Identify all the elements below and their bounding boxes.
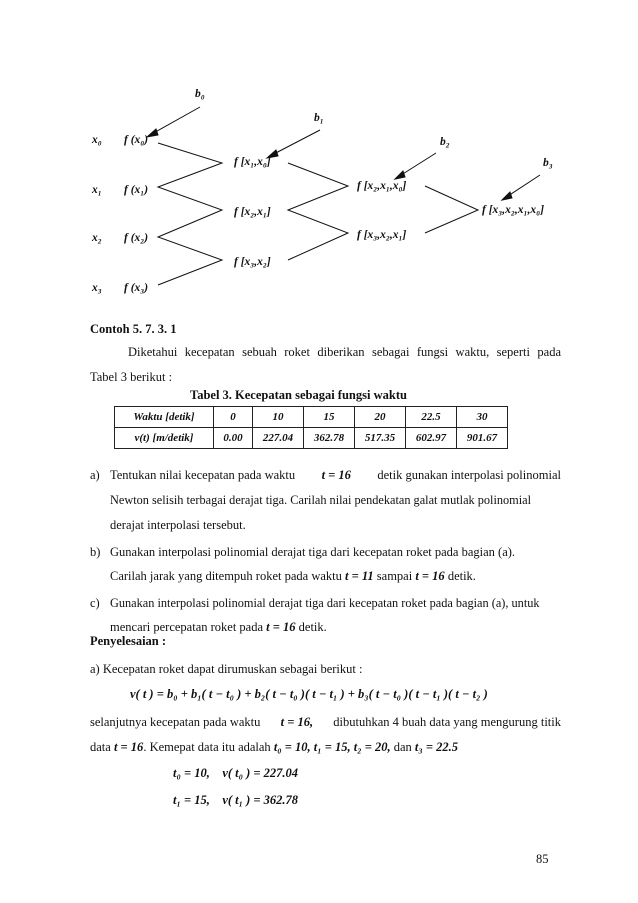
label-f3: f (x₃) — [124, 282, 149, 294]
label-x1: x₁ — [92, 184, 102, 196]
solution-data-mid: . Kemepat data itu adalah — [143, 740, 274, 754]
question-c-line1: Gunakan interpolasi polinomial derajat tiga dari kecepatan roket pada bagian (a), untuk — [110, 596, 540, 610]
table-cell: 20 — [355, 407, 406, 428]
label-f-x2-x1-x0: f [x₂,x₁,x₀] — [357, 180, 407, 192]
solution-next-pre: selanjutnya kecepatan pada waktu — [90, 715, 261, 729]
table-cell: 517.35 — [355, 428, 406, 449]
question-c-label: c) — [90, 596, 100, 610]
table-cell: 901.67 — [457, 428, 508, 449]
question-a-label: a) — [90, 468, 100, 482]
table-row — [115, 407, 508, 428]
label-f-x3-x2-x1: f [x₃,x₂,x₁] — [357, 229, 407, 241]
label-b2: b₂ — [440, 136, 450, 148]
question-c-text-pre: mencari percepatan roket pada — [110, 620, 267, 634]
question-b-line1: Gunakan interpolasi polinomial derajat tiga dari kecepatan roket pada bagian (a). — [110, 545, 516, 559]
table-cell: 0 — [214, 407, 253, 428]
label-b1: b₁ — [314, 112, 324, 124]
solution-next-post: dibutuhkan 4 buah data yang mengurung titik — [333, 715, 561, 729]
table-cell: 22.5 — [406, 407, 457, 428]
arrow-b0 — [147, 129, 158, 137]
divided-difference-diagram — [0, 0, 638, 310]
label-f-x1-x0: f [x₁,x₀] — [234, 156, 271, 168]
question-b-text-pre: Carilah jarak yang ditempuh roket pada waktu — [110, 569, 345, 583]
table-cell: 602.97 — [406, 428, 457, 449]
question-b-t2: t = 16 — [415, 569, 445, 583]
label-b3: b₃ — [543, 157, 553, 169]
diagram-lines — [0, 0, 638, 310]
question-c-text-post: detik. — [295, 620, 327, 634]
arrow-b2 — [395, 171, 405, 179]
question-a-line1 — [110, 468, 561, 483]
question-a-line2: Newton selisih terbagai derajat tiga. Carilah nilai pendekatan galat mutlak polinomial — [110, 493, 532, 507]
question-a-text-pre: Tentukan nilai kecepatan pada waktu — [110, 468, 296, 482]
example-intro-line1: Diketahui kecepatan sebuah roket diberikan sebagai fungsi waktu, seperti pada — [128, 345, 561, 359]
question-a-text-post: detik gunakan interpolasi polinomial — [377, 468, 561, 482]
question-b-label: b) — [90, 545, 101, 559]
label-f1: f (x₁) — [124, 184, 149, 196]
velocity-table — [114, 406, 508, 449]
label-f2: f (x₂) — [124, 232, 149, 244]
question-b-text-mid: sampai — [373, 569, 416, 583]
label-x0: x₀ — [92, 134, 102, 146]
velocity-formula: v( t ) = b₀ + b₁( t − t₀ ) + b₂( t − t₀ )( t − t₁ ) + b₃( t − t₀ )( t − t₁ )( t − t₂ ) — [130, 687, 488, 701]
label-f-x3-x2: f [x₃,x₂] — [234, 256, 271, 268]
table-cell: 30 — [457, 407, 508, 428]
table-cell: 0.00 — [214, 428, 253, 449]
label-b0: b₀ — [195, 88, 205, 100]
page-number: 85 — [536, 852, 549, 866]
solution-heading: Penyelesaian : — [90, 634, 167, 648]
question-a-t: t = 16 — [321, 468, 351, 482]
solution-next-line — [90, 715, 561, 730]
table-row-header: Waktu [detik] — [115, 407, 214, 428]
question-b-text-post: detik. — [444, 569, 476, 583]
solution-data-t2: t₂ = 20, — [353, 740, 391, 754]
solution-data-t1: t₁ = 15, — [313, 740, 351, 754]
table-row — [115, 428, 508, 449]
table-cell: 15 — [304, 407, 355, 428]
question-b-line2 — [110, 569, 476, 584]
question-c-t: t = 16 — [266, 620, 296, 634]
question-a-line3: derajat interpolasi tersebut. — [110, 518, 246, 532]
question-b-t1: t = 11 — [345, 569, 374, 583]
solution-data-pre: data — [90, 740, 114, 754]
arrow-b3 — [502, 192, 512, 200]
label-f-x3-x2-x1-x0: f [x₃,x₂,x₁,x₀] — [482, 204, 545, 216]
example-heading: Contoh 5. 7. 3. 1 — [90, 322, 177, 336]
label-f-x2-x1: f [x₂,x₁] — [234, 206, 271, 218]
table-cell: 10 — [253, 407, 304, 428]
solution-next-t: t = 16, — [280, 715, 314, 729]
zigzag-col3 — [425, 186, 478, 233]
label-x3: x₃ — [92, 282, 102, 294]
equation-t0: t₀ = 10, v( t₀ ) = 227.04 — [173, 766, 299, 780]
table-caption: Tabel 3. Kecepatan sebagai fungsi waktu — [190, 388, 407, 402]
question-c-line2 — [110, 620, 327, 635]
table-row-header: v(t) [m/detik] — [115, 428, 214, 449]
zigzag-col1 — [158, 143, 222, 285]
solution-data-dan: dan — [390, 740, 415, 754]
zigzag-col2 — [288, 163, 348, 260]
label-f0: f (x₀) — [124, 134, 149, 146]
solution-data-t3: t₃ = 22.5 — [414, 740, 458, 754]
solution-data-line — [90, 740, 458, 755]
label-x2: x₂ — [92, 232, 102, 244]
solution-data-t: t = 16 — [113, 740, 144, 754]
table-cell: 362.78 — [304, 428, 355, 449]
table-cell: 227.04 — [253, 428, 304, 449]
equation-t1: t₁ = 15, v( t₁ ) = 362.78 — [173, 793, 299, 807]
solution-data-t0: t₀ = 10, — [273, 740, 311, 754]
solution-a-intro: a) Kecepatan roket dapat dirumuskan sebagai berikut : — [90, 662, 363, 676]
example-intro-line2: Tabel 3 berikut : — [90, 370, 173, 384]
